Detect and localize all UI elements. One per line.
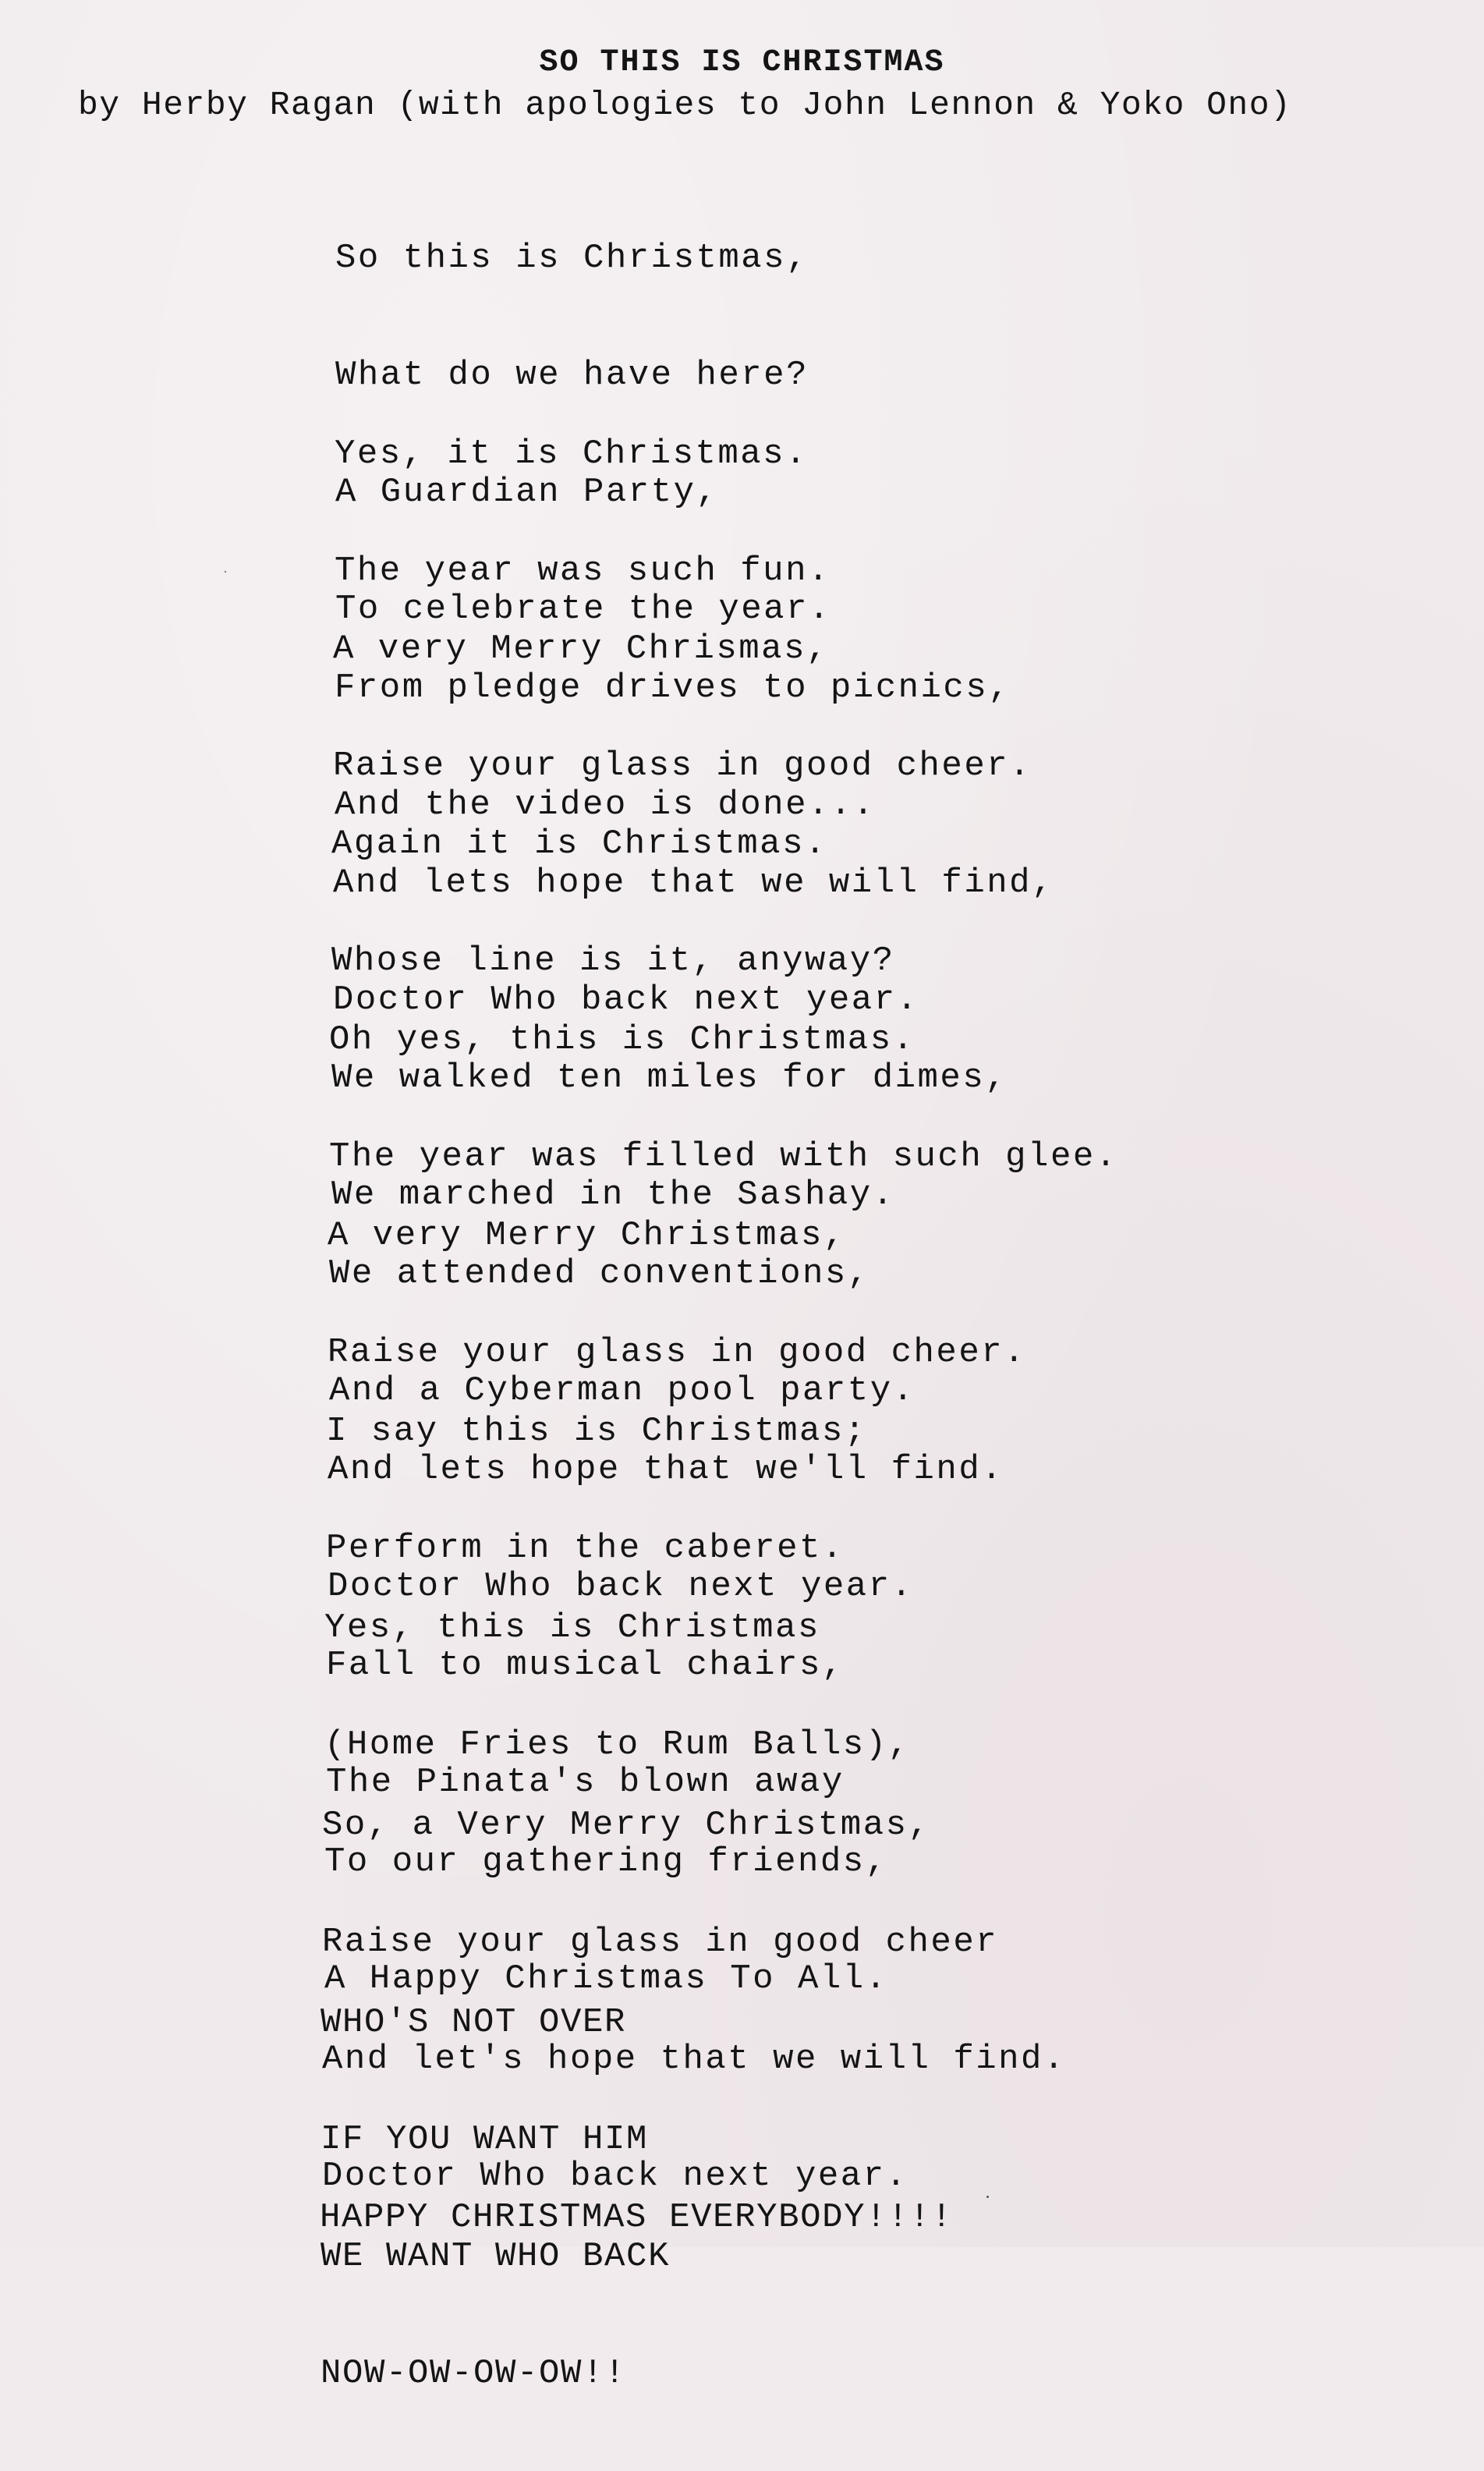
stanza-line: A very Merry Christmas,	[328, 1216, 846, 1255]
stanza-line: I say this is Christmas;	[326, 1412, 867, 1451]
poem-title: SO THIS IS CHRISTMAS	[539, 45, 945, 80]
stanza-line: Raise your glass in good cheer.	[328, 1333, 1027, 1372]
stanza-line: What do we have here?	[335, 356, 809, 395]
stanza-line: A Happy Christmas To All.	[324, 1959, 888, 1998]
stanza-line: IF YOU WANT HIM	[321, 2120, 649, 2159]
stanza-line: Doctor Who back next year.	[333, 980, 919, 1019]
stanza-line: So, a Very Merry Christmas,	[322, 1806, 931, 1845]
stanza-line: To celebrate the year.	[335, 590, 831, 629]
stanza-line: Doctor Who back next year.	[322, 2157, 908, 2196]
stanza-line: And lets hope that we'll find.	[328, 1450, 1004, 1489]
stanza-line: NOW-OW-OW-OW!!	[321, 2354, 627, 2393]
stanza-line: Again it is Christmas.	[331, 824, 827, 863]
stanza-line: The year was filled with such glee.	[329, 1137, 1118, 1176]
poem-byline: by Herby Ragan (with apologies to John Lennon & Yoko Ono)	[78, 86, 1292, 124]
stanza-line: Yes, this is Christmas	[324, 1608, 820, 1647]
stanza-line: So this is Christmas,	[335, 239, 809, 278]
stanza-line: Perform in the caberet.	[326, 1529, 845, 1568]
stanza-line: (Home Fries to Rum Balls),	[324, 1725, 911, 1764]
stanza-closing	[320, 2120, 953, 2315]
stanza-line: WHO'S NOT OVER	[321, 2003, 627, 2042]
stanza-line: The year was such fun.	[335, 551, 831, 590]
paper-speck	[225, 571, 226, 573]
stanza-line: WE WANT WHO BACK	[321, 2237, 671, 2276]
stanza-line: And the video is done...	[335, 785, 876, 824]
stanza-line: We attended conventions,	[329, 1254, 870, 1293]
stanza-line: And lets hope that we will find,	[333, 863, 1054, 902]
stanza-line: The Pinata's blown away	[326, 1763, 845, 1802]
stanza-line: Oh yes, this is Christmas.	[329, 1020, 916, 1059]
stanza-line: We walked ten miles for dimes,	[331, 1058, 1008, 1097]
stanza-line: Yes, it is Christmas.	[335, 434, 808, 473]
stanza-line: We marched in the Sashay.	[331, 1175, 895, 1214]
stanza-line: A very Merry Chrismas,	[333, 629, 829, 668]
stanza-line: Whose line is it, anyway?	[331, 941, 895, 980]
stanza-line: And a Cyberman pool party.	[329, 1371, 916, 1410]
stanza-line: And let's hope that we will find.	[322, 2040, 1066, 2079]
stanza-line: Fall to musical chairs,	[326, 1646, 845, 1685]
stanza-line: Raise your glass in good cheer	[322, 1923, 999, 1962]
stanza-line: A Guardian Party,	[335, 473, 719, 512]
paper-speck	[986, 2196, 989, 2198]
stanza-line: Raise your glass in good cheer.	[333, 746, 1032, 785]
stanza-line: Doctor Who back next year.	[328, 1567, 914, 1606]
stanza-line: From pledge drives to picnics,	[335, 668, 1011, 707]
stanza-line: HAPPY CHRISTMAS EVERYBODY!!!!	[320, 2198, 954, 2237]
stanza-line: To our gathering friends,	[324, 1842, 888, 1881]
